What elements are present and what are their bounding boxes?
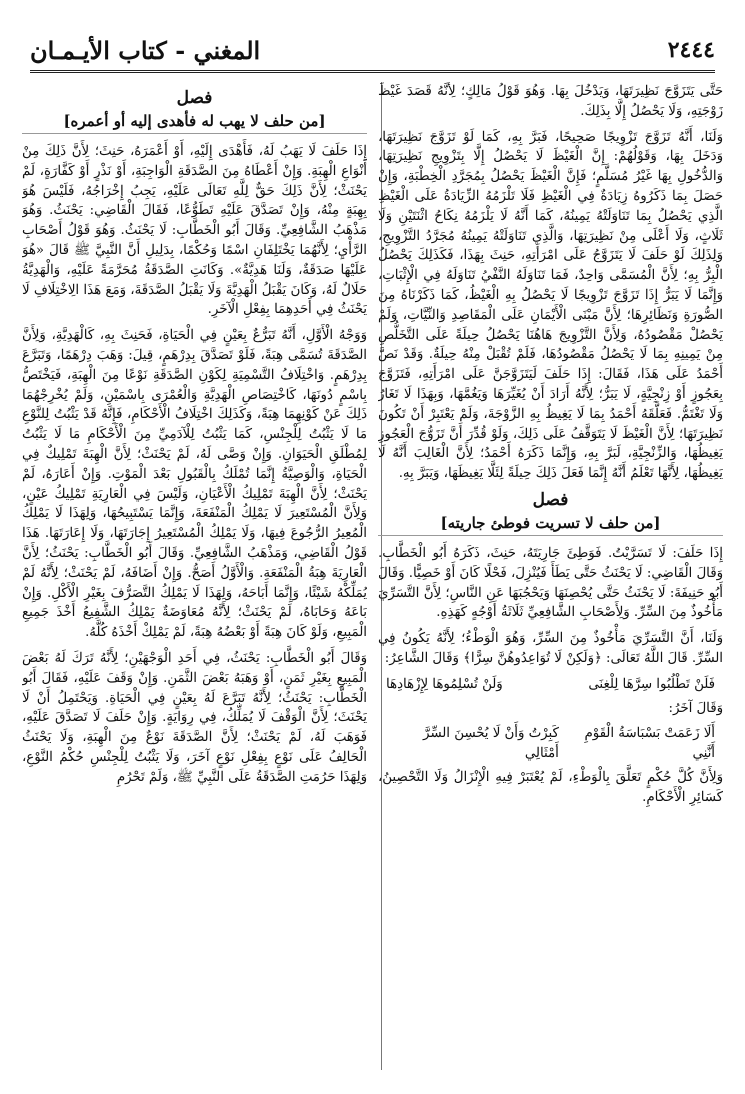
page-header [30,30,715,73]
verse-hemistich: أَلَا زَعَمَتْ بَسْبَاسَةُ الْقَوْمِ أَنَّنِي [584,726,715,762]
paragraph: وَوَجْهُ الْأَوَّلِ، أَنَّهُ تَبَرُّعٌ بِعَيْنٍ فِي الْحَيَاةِ، فَحَنِثَ بِهِ، كَالْهَدِيَّةِ، وَلِأَنَّ الصَّدَقَةَ تُسَمَّى هِبَةً، فَلَوْ تَصَدَّقَ بِدِرْهَمٍ، قِيلَ: وَهَبَ دِرْهَمًا، وَتَبَرَّعَ بِدِرْهَمٍ. وَاخْتِلَافُ التَّسْمِيَةِ لِكَوْنِ الصَّدَقَةِ نَوْعًا مِنَ الْهِبَةِ، فَيَخْتَصُّ بِاسْمٍ دُونَهَا، كَاخْتِصَاصِ الْهَدِيَّةِ وَالْعُمْرَى بِاسْمَيْنِ، وَلَمْ يُخْرِجْهُمَا ذَلِكَ عَنْ كَوْنِهِمَا هِبَةً، وَكَذَلِكَ اخْتِلَافُ الْأَحْكَامِ، فَإِنَّهُ قَدْ يَثْبُتُ لِلنَّوْعِ مَا لَا يَثْبُتُ لِلْجِنْسِ، كَمَا يَثْبُتُ لِلْآدَمِيِّ مِنَ الْأَحْكَامِ مَا لَا يَثْبُتُ لِمُطْلَقِ الْحَيَوَانِ. وَإِنْ وَصَّى لَهُ، لَمْ يَحْنَثْ؛ لِأَنَّ الْهِبَةَ تَمْلِيكٌ فِي الْحَيَاةِ، وَالْوَصِيَّةُ إِنَّمَا تُمْلَكُ بِالْقَبُولِ بَعْدَ الْمَوْتِ. وَإِنْ أَعَارَهُ، لَمْ يَحْنَثْ؛ لِأَنَّ الْهِبَةَ تَمْلِيكُ الْأَعْيَانِ، وَلَيْسَ فِي الْعَارِيَةِ تَمْلِيكُ عَيْنٍ، وَلِأَنَّ الْمُسْتَعِيرَ لَا يَمْلِكُ الْمَنْفَعَةَ، وَإِنَّمَا يَسْتَبِيحُهَا، وَلِهَذَا لَا يَمْلِكُ الْمُعِيرُ الرُّجُوعَ فِيهَا، وَلَا يَمْلِكُ الْمُسْتَعِيرُ إِجَارَتَهَا، وَلَا إِعَارَتَهَا. هَذَا قَوْلُ الْقَاضِي، وَمَذْهَبُ الشَّافِعِيِّ. وَقَالَ أَبُو الْخَطَّابِ: يَحْنَثُ؛ لِأَنَّ الْعَارِيَةَ هِبَةُ الْمَنْفَعَةِ. وَالْأَوَّلُ أَصَحُّ. وَإِنْ أَضَافَهُ، لَمْ يَحْنَثْ؛ لِأَنَّهُ لَمْ يُمَلِّكْهُ شَيْئًا، وَإِنَّمَا أَبَاحَهُ، وَلِهَذَا لَا يَمْلِكُ التَّصَرُّفَ بِغَيْرِ الْأَكْلِ. وَإِنْ بَاعَهُ وَحَابَاهُ، لَمْ يَحْنَثْ؛ لِأَنَّهُ مُعَاوَضَةٌ يَمْلِكُ الشَّفِيعُ أَخْذَ جَمِيعِ الْمَبِيعِ، وَلَوْ كَانَ هِبَةً أَوْ بَعْضُهُ هِبَةً، لَمْ يَمْلِكْ أَخْذَهُ كُلَّهُ. [22,328,367,641]
right-column [378,82,723,1070]
paragraph: وَقَالَ أَبُو الْخَطَّابِ: يَحْنَثُ، فِي أَحَدِ الْوَجْهَيْنِ؛ لِأَنَّهُ تَرَكَ لَهُ بَعْضَ الْمَبِيعِ بِغَيْرِ ثَمَنٍ، أَوْ وَهَبَهُ بَعْضَ الثَّمَنِ. وَإِنْ وَقَفَ عَلَيْهِ، فَقَالَ أَبُو الْخَطَّابِ: يَحْنَثُ؛ لِأَنَّهُ تَبَرَّعَ لَهُ بِعَيْنٍ فِي الْحَيَاةِ. وَيَحْتَمِلُ أَنْ لَا يَحْنَثَ؛ لِأَنَّ الْوَقْفَ لَا يُمَلِّكُ، فِي رِوَايَةٍ. وَإِنْ حَلَفَ لَا تَصَدَّقَ عَلَيْهِ، فَوَهَبَ لَهُ، لَمْ يَحْنَثْ؛ لِأَنَّ الصَّدَقَةَ نَوْعٌ مِنَ الْهِبَةِ، وَلَا يَحْنَثُ الْحَالِفُ عَلَى نَوْعٍ بِفِعْلِ نَوْعٍ آخَرَ، وَلَا يَثْبُتُ لِلْجِنْسِ حُكْمُ النَّوْعِ، وَلِهَذَا حَرُمَتِ الصَّدَقَةُ عَلَى النَّبِيِّ ﷺ، وَلَمْ تَحْرُمِ [22,650,367,785]
verse-intro: وَقَالَ آخَرُ: [668,700,723,716]
paragraph: إِذَا حَلَفَ: لَا تَسَرَّيْتُ. فَوَطِئَ جَارِيَتَهُ، حَنِثَ، ذَكَرَهُ أَبُو الْخَطَّابِ. وَقَالَ الْقَاضِي: لَا يَحْنَثُ حَتَّى يَطَأَ فَيُنْزِلَ، فَحْلًا كَانَ أَوْ خَصِيًّا. وَقَالَ أَبُو حَنِيفَةَ: لَا يَحْنَثُ حَتَّى يُحْصِنَهَا وَيَحْجُبَهَا عَنِ النَّاسِ؛ لِأَنَّ التَّسَرِّيَ مَأْخُوذٌ مِنَ السِّرِّ. وَلِأَصْحَابِ الشَّافِعِيِّ ثَلَاثَةُ أَوْجُهٍ كَهَذِهِ. [378,545,723,621]
poetry-verse [378,675,723,695]
running-title: المغني - كتاب الأيـمـان [30,35,261,65]
verse-hemistich: كَبِرْتُ وَأَنْ لَا يُحْسِنَ السِّرَّ أَمْثَالِي [423,726,559,762]
section-title: فصل [532,489,569,510]
verse-hemistich: فَلَنْ تَطْلُبُوا سِرَّهَا لِلْغِنَى [588,676,715,692]
section-title: فصل [176,88,213,108]
section-subtitle: [من حلف لا تسريت فوطئ جاريته] [378,514,723,536]
text-columns [22,82,723,1070]
paragraph: وَلِأَنَّ كُلَّ حُكْمٍ تَعَلَّقَ بِالْوَطْءِ، لَمْ يُعْتَبَرْ فِيهِ الْإِنْزَالُ وَلَا التَّحْصِينُ، كَسَائِرِ الْأَحْكَامِ. [378,770,723,806]
paragraph: إِذَا حَلَفَ لَا يَهَبُ لَهُ، فَأَهْدَى إِلَيْهِ، أَوْ أَعْمَرَهُ، حَنِثَ؛ لِأَنَّ ذَلِكَ مِنْ أَنْوَاعِ الْهِبَةِ. وَإِنْ أَعْطَاهُ مِنَ الصَّدَقَةِ الْوَاجِبَةِ، أَوْ نَذْرٍ أَوْ كَفَّارَةٍ، لَمْ يَحْنَثْ؛ لِأَنَّ ذَلِكَ حَقٌّ لِلَّهِ تَعَالَى عَلَيْهِ، يَجِبُ إِخْرَاجُهُ، فَلَيْسَ هُوَ بِهِبَةٍ مِنْهُ، وَإِنْ تَصَدَّقَ عَلَيْهِ تَطَوُّعًا، فَقَالَ الْقَاضِي: يَحْنَثُ. وَهُوَ مَذْهَبُ الشَّافِعِيِّ. وَقَالَ أَبُو الْخَطَّابِ: لَا يَحْنَثُ. وَهُوَ قَوْلُ أَصْحَابِ الرَّأْيِ؛ لِأَنَّهُمَا يَخْتَلِفَانِ اسْمًا وَحُكْمًا، بِدَلِيلِ أَنَّ النَّبِيَّ ﷺ قَالَ «هُوَ عَلَيْهَا صَدَقَةٌ، وَلَنَا هَدِيَّةٌ». وَكَانَتِ الصَّدَقَةُ مُحَرَّمَةً عَلَيْهِ، وَالْهَدِيَّةُ حَلَالٌ لَهُ، وَكَانَ يَقْبَلُ الْهَدِيَّةَ وَلَا يَقْبَلُ الصَّدَقَةَ، وَمَعَ هَذَا الِاخْتِلَافِ لَا يَحْنَثُ فِي أَحَدِهِمَا بِفِعْلِ الْآخَرِ. [22,144,367,318]
poetry-verse [378,724,723,764]
paragraph: وَلَنَا، أَنَّهُ تَزَوَّجَ تَزْوِيجًا صَحِيحًا، فَبَرَّ بِهِ، كَمَا لَوْ تَزَوَّجَ نَظِيرَتَهَا، وَدَخَلَ بِهَا، وَقَوْلُهُمْ: إِنَّ الْغَيْظَ لَا يَحْصُلُ إِلَّا بِتَزْوِيجِ نَظِيرَتِهَا، وَالدُّخُولِ بِهَا غَيْرُ مُسَلَّمٍ؛ فَإِنَّ الْغَيْظَ يَحْصُلُ بِمُجَرَّدِ الْخِطْبَةِ، وَإِنْ حَصَلَ بِمَا ذَكَرُوهُ زِيَادَةٌ فِي الْغَيْظِ فَلَا تَلْزَمُهُ الزِّيَادَةُ عَلَى الْغَيْظِ الَّذِي يَحْصُلُ بِمَا تَنَاوَلَتْهُ يَمِينُهُ، كَمَا أَنَّهُ لَا يَلْزَمُهُ نِكَاحُ اثْنَتَيْنِ وَلَا ثَلَاثٍ، وَلَا أَعْلَى مِنْ نَظِيرَتِهَا، وَالَّذِي تَنَاوَلَتْهُ يَمِينُهُ مُجَرَّدُ التَّزْوِيجِ، وَلِذَلِكَ لَوْ حَلَفَ لَا يَتَزَوَّجُ عَلَى امْرَأَتِهِ، حَنِثَ بِهَذَا، فَكَذَلِكَ يَحْصُلُ الْبِرُّ بِهِ؛ لِأَنَّ الْمُسَمَّى وَاحِدٌ، فَمَا تَنَاوَلَهُ النَّفْيُ تَنَاوَلَهُ فِي الْإِثْبَاتِ، وَإِنَّمَا لَا يَبَرُّ إِذَا تَزَوَّجَ تَزْوِيجًا لَا يَحْصُلُ بِهِ الْغَيْظُ، كَمَا ذَكَرْنَاهُ مِنَ الصُّورَةِ وَنَظَائِرِهَا؛ لِأَنَّ مَبْنَى الْأَيْمَانِ عَلَى الْمَقَاصِدِ وَالنِّيَّاتِ، وَلَمْ يَحْصُلْ مَقْصُودُهُ، وَلِأَنَّ التَّزْوِيجَ هَاهُنَا يَحْصُلُ حِيلَةً عَلَى التَّخَلُّصِ مِنْ يَمِينِهِ بِمَا لَا يَحْصُلُ مَقْصُودُهَا، فَلَمْ تُقْبَلْ مِنْهُ حِيلَةٌ. وَقَدْ نَصَّ أَحْمَدُ عَلَى هَذَا، فَقَالَ: إِذَا حَلَفَ لَيَتَزَوَّجَنَّ عَلَى امْرَأَتِهِ، فَتَزَوَّجَ بِعَجُوزٍ أَوْ زِنْجِيَّةٍ، لَا يَبَرُّ؛ لِأَنَّهُ أَرَادَ أَنْ يُغَيِّرَهَا وَيَغُمَّهَا، وَبِهَذَا لَا تَغَارُ وَلَا تَغْتَمُّ. فَعَلَّقَهُ أَحْمَدُ بِمَا لَا يَغِيظُ بِهِ الزَّوْجَةَ، وَلَمْ يَعْتَبِرْ أَنْ تَكُونَ نَظِيرَتَهَا؛ لِأَنَّ الْغَيْظَ لَا يَتَوَقَّفُ عَلَى ذَلِكَ، وَلَوْ قُدِّرَ أَنَّ تَزَوُّجَ الْعَجُوزِ يَغِيظُهَا، وَالزِّنْجِيَّةِ، لَبَرَّ بِهِ، وَإِنَّمَا ذَكَرَهُ أَحْمَدُ؛ لِأَنَّ الْغَالِبَ أَنَّهُ لَا يَغِيظُهَا، لِأَنَّهَا تَعْلَمُ أَنَّهُ إِنَّمَا فَعَلَ ذَلِكَ حِيلَةً لِئَلَّا يَغِيظَهَا، وَيَبَرَّ بِهِ. [378,129,723,482]
paragraph: حَتَّى يَتَزَوَّجَ نَظِيرَتَهَا، وَيَدْخُلَ بِهَا. وَهُوَ قَوْلُ مَالِكٍ؛ لِأَنَّهُ قَصَدَ غَيْظَ زَوْجَتِهِ، وَلَا يَحْصُلُ إِلَّا بِذَلِكَ. [378,84,723,119]
verse-hemistich: وَلَنْ تُسْلِمُوهَا لِإِزْهَادِهَا [386,676,503,692]
paragraph: وَلَنَا، أَنَّ التَّسَرِّيَ مَأْخُوذٌ مِنَ السِّرِّ، وَهُوَ الْوَطْءُ؛ لِأَنَّهُ يَكُونُ فِي السِّرِّ. قَالَ اللَّهُ تَعَالَى: ﴿وَلَكِنْ لَا تُوَاعِدُوهُنَّ سِرًّا﴾ وَقَالَ الشَّاعِرُ: [378,631,723,666]
page-number: ٢٤٤٤ [667,37,715,63]
section-subtitle: [من حلف لا يهب له فأهدى إليه أو أعمره] [22,112,367,134]
left-column [22,82,367,1070]
